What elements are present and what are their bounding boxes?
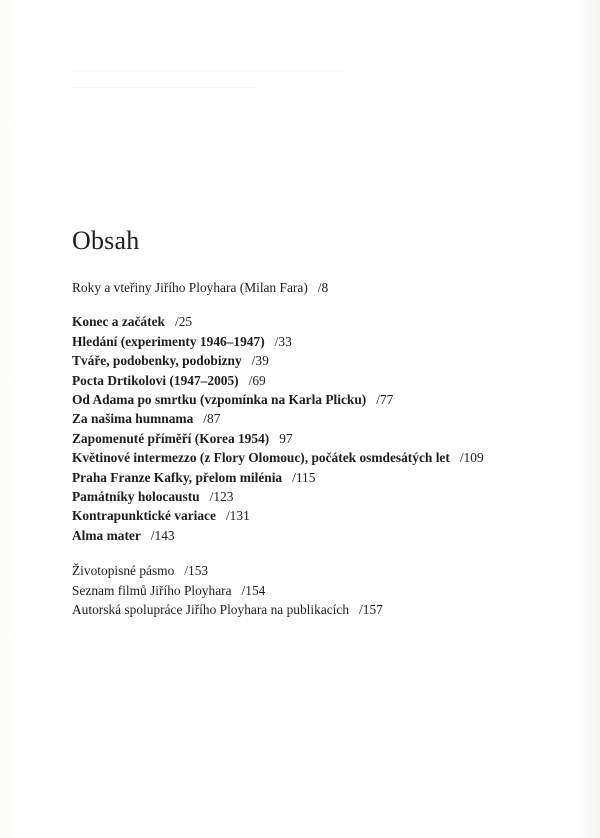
toc-entry-page: /153 — [184, 563, 209, 579]
toc-entry-title: Hledání (experimenty 1946–1947) — [72, 333, 265, 349]
toc-entry-title: Pocta Drtikolovi (1947–2005) — [72, 372, 239, 388]
toc-entry — [72, 332, 582, 351]
toc-entry-page: /154 — [241, 582, 266, 598]
toc-appendix-section — [72, 561, 582, 619]
toc-entry-page: /39 — [251, 353, 269, 369]
toc-entry — [72, 390, 582, 409]
toc-entry-title: Praha Franze Kafky, přelom milénia — [72, 469, 283, 485]
toc-intro-section — [72, 278, 582, 297]
toc-entry-title: Seznam filmů Jiřího Ployhara — [72, 582, 232, 598]
toc-entry — [72, 409, 582, 428]
toc-entry-page: /33 — [274, 333, 292, 349]
table-of-contents — [72, 278, 582, 620]
toc-entry — [72, 429, 582, 448]
toc-entry-title: Tváře, podobenky, podobizny — [72, 353, 242, 369]
toc-entry-page: /87 — [203, 411, 221, 427]
toc-entry-page: /8 — [317, 280, 329, 295]
toc-entry — [72, 468, 582, 487]
toc-entry-title: Od Adama po smrtku (vzpomínka na Karla Plicku) — [72, 392, 367, 408]
toc-entry — [72, 581, 582, 600]
toc-entry — [72, 561, 582, 580]
toc-entry — [72, 351, 582, 370]
toc-entry — [72, 371, 582, 390]
toc-entry-title: Životopisné pásmo — [72, 563, 175, 579]
toc-entry — [72, 278, 582, 297]
page-title: Obsah — [72, 226, 140, 255]
toc-entry — [72, 506, 582, 525]
toc-entry-page: 97 — [279, 430, 293, 446]
toc-entry-title: Květinové intermezzo (z Flory Olomouc), počátek osmdesátých let — [72, 450, 450, 466]
toc-entry-title: Konec a začátek — [72, 314, 165, 330]
toc-entry-page: /69 — [248, 372, 266, 388]
toc-entry — [72, 600, 582, 619]
toc-entry-page: /123 — [209, 489, 234, 505]
toc-entry — [72, 526, 582, 545]
toc-entry-title: Roky a vteřiny Jiřího Ployhara (Milan Fara) — [72, 280, 308, 295]
toc-entry-title: Kontrapunktické variace — [72, 508, 216, 524]
toc-entry-page: /77 — [376, 392, 394, 408]
toc-entry-title: Zapomenuté příměří (Korea 1954) — [72, 430, 270, 446]
toc-entry-page: /25 — [174, 314, 193, 330]
toc-entry-page: /109 — [459, 450, 484, 466]
toc-chapters-section — [72, 312, 582, 545]
toc-entry — [72, 487, 582, 506]
toc-entry-title: Památníky holocaustu — [72, 489, 200, 505]
toc-entry-title: Alma mater — [72, 527, 141, 543]
toc-entry-page: /131 — [225, 508, 250, 524]
toc-entry — [72, 312, 582, 331]
toc-entry-title: Za našima humnama — [72, 411, 194, 427]
reverse-side-show-through: —————————————————————— ——————————————— — [70, 63, 345, 94]
toc-entry-page: /157 — [359, 602, 383, 618]
toc-entry-title: Autorská spolupráce Jiřího Ployhara na publikacích — [72, 602, 350, 618]
toc-entry-page: /143 — [150, 527, 175, 543]
toc-entry — [72, 448, 582, 467]
toc-entry-page: /115 — [292, 469, 316, 485]
